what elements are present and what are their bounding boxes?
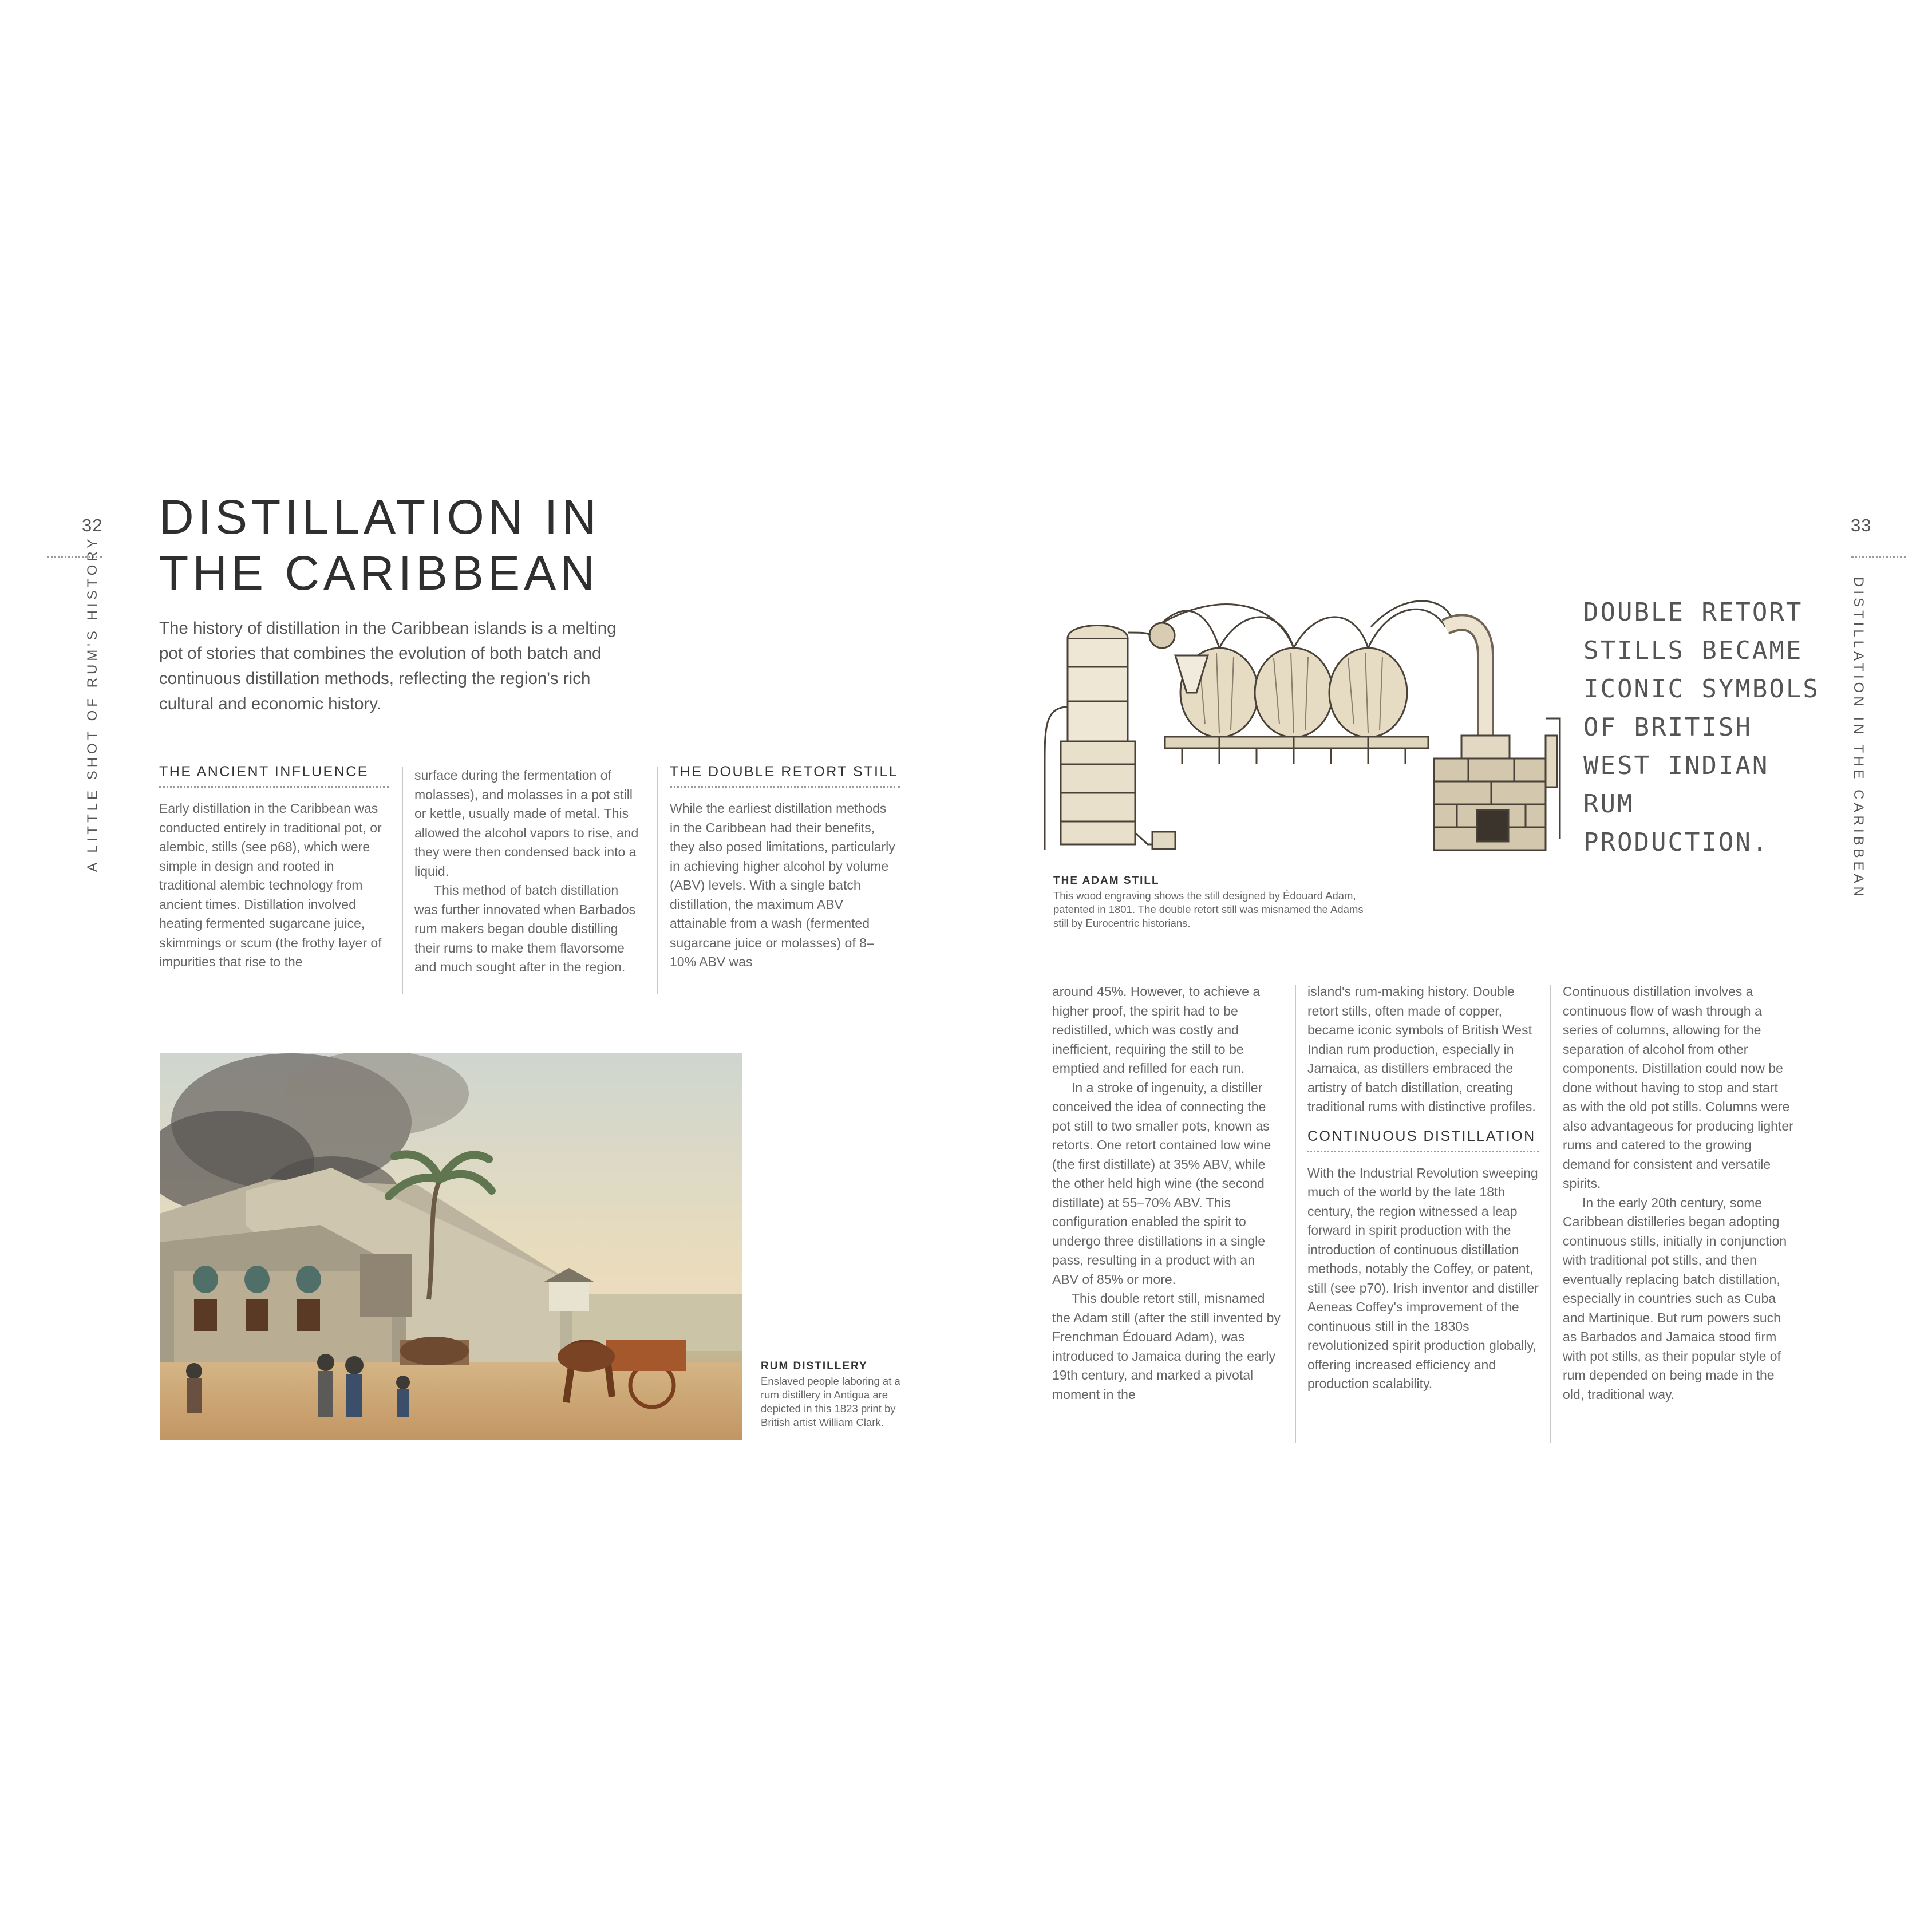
page-number-left: 32 (82, 515, 103, 535)
title-line-2: THE CARIBBEAN (159, 546, 599, 600)
section-body-ancient-influence (159, 799, 389, 972)
caption-text: Enslaved people laboring at a rum distillery in Antigua are depicted in this 1823 print by British artist William Clark. (761, 1375, 900, 1428)
column-divider (402, 767, 403, 994)
page-number-rule-right (1851, 556, 1906, 558)
right-column-2 (1307, 982, 1539, 1394)
caption-text: This wood engraving shows the still designed by Édouard Adam, patented in 1801. The double retort still was misnamed the Adams still by Eurocentric historians. (1053, 890, 1364, 929)
page-number-right: 33 (1851, 515, 1872, 535)
paragraph: around 45%. However, to achieve a higher proof, the spirit had to be redistilled, which was costly and inefficient, requiring the still to be emptied and refilled for each run. (1052, 984, 1261, 1076)
page-title (159, 491, 732, 599)
left-column-1 (159, 764, 389, 972)
running-head-right: DISTILLATION IN THE CARIBBEAN (1851, 577, 1866, 900)
paragraph: island's rum-making history. Double retort stills, often made of copper, became iconic symbols of British West Indian rum production, especially in Jamaica, as distillers embraced the artistry of batch distillation, creating traditional rums with distinctive profiles. (1307, 984, 1536, 1114)
paragraph: In the early 20th century, some Caribbean distilleries began adopting continuous stills, initially in conjunction with traditional pot stills, and then eventually replacing batch distillation, especially in countries such as Cuba and Martinique. But rum powers such as Barbados and Jamaica stood firm with pot stills, as their popular style of rum depended on being made in the old, traditional way. (1563, 1195, 1787, 1402)
right-column-1 (1052, 982, 1283, 1404)
rum-distillery-caption (761, 1360, 907, 1429)
distillery-scene-image (160, 1053, 742, 1440)
pull-quote: DOUBLE RETORT STILLS BECAME ICONIC SYMBOLS OF BRITISH WEST INDIAN RUM PRODUCTION. (1583, 598, 1820, 857)
intro-paragraph: The history of distillation in the Caribbean islands is a melting pot of stories that combines the evolution of both batch and continuous distillation methods, reflecting the region's rich cultural and economic history. (159, 619, 617, 713)
adam-still-engraving (1033, 592, 1566, 856)
adam-still-diagram-image (1033, 592, 1566, 856)
left-column-2 (414, 766, 645, 977)
section-heading-ancient-influence: THE ANCIENT INFLUENCE (159, 764, 389, 788)
paragraph: This method of batch distillation was further innovated when Barbados rum makers began double distilling their rums to make them flavorsome and much sought after in the region. (414, 883, 636, 974)
paragraph: In a stroke of ingenuity, a distiller conceived the idea of connecting the pot still to two smaller pots, known as retorts. One retort contained low wine (the first distillate) at 35% ABV, while the other held high wine (the second distillate) at 55–70% ABV. This configuration enabled the spirit to undergo three distillations in a single pass, resulting in a product with an ABV of 85% or more. (1052, 1080, 1271, 1287)
section-body-continuous-distillation (1307, 1164, 1539, 1394)
paragraph: Early distillation in the Caribbean was conducted entirely in traditional pot, or alembic, stills (see p68), which were simple in design and rooted in traditional alembic technology from ancient times. Distillation involved heating fermented sugarcane juice, skimmings or scum (the frothy layer of impurities that rise to the (159, 801, 382, 969)
paragraph: This double retort still, misnamed the Adam still (after the still invented by Frenchman Édouard Adam), was introduced to Jamaica during the early 19th century, and marked a pivotal moment in the (1052, 1291, 1281, 1402)
section-heading-double-retort: THE DOUBLE RETORT STILL (670, 764, 900, 788)
paragraph: Continuous distillation involves a continuous flow of wash through a series of columns, allowing for the separation of alcohol from other components. Distillation could now be done without having to stop and start as with the old pot stills. Columns were also advantageous for producing lighter rums and catered to the growing demand for consistent and versatile spirits. (1563, 984, 1793, 1191)
column-divider (1295, 985, 1296, 1443)
column-divider (657, 767, 658, 994)
paragraph: With the Industrial Revolution sweeping much of the world by the late 18th century, the region witnessed a leap forward in spirit production with the introduction of continuous distillation methods, notably the Coffey, or patent, still (see p70). Irish inventor and distiller Aeneas Coffey's improvement of the continuous still in the 1830s revolutionized spirit production globally, offering increased efficiency and production scalability. (1307, 1165, 1539, 1391)
adam-still-caption (1053, 875, 1374, 930)
running-head-left: A LITTLE SHOT OF RUM'S HISTORY (85, 535, 100, 872)
paragraph: surface during the fermentation of molasses), and molasses in a pot still or kettle, usually made of metal. This allowed the alcohol vapors to rise, and they were then condensed back into a liquid. (414, 768, 639, 879)
paragraph: While the earliest distillation methods in the Caribbean had their benefits, they also posed limitations, particularly in achieving higher alcohol by volume (ABV) levels. With a single batch distillation, the maximum ABV attainable from a wash (fermented sugarcane juice or molasses) of 8–10% ABV was (670, 801, 895, 969)
title-line-1: DISTILLATION IN (159, 490, 600, 544)
column-body (1307, 982, 1539, 1117)
caption-title: THE ADAM STILL (1053, 875, 1160, 887)
right-column-3 (1563, 982, 1794, 1404)
rum-distillery-illustration (160, 1053, 742, 1440)
column-divider (1550, 985, 1551, 1443)
section-body-double-retort (670, 799, 900, 972)
section-heading-continuous-distillation: CONTINUOUS DISTILLATION (1307, 1128, 1539, 1152)
left-column-3 (670, 764, 900, 972)
caption-title: RUM DISTILLERY (761, 1360, 868, 1372)
